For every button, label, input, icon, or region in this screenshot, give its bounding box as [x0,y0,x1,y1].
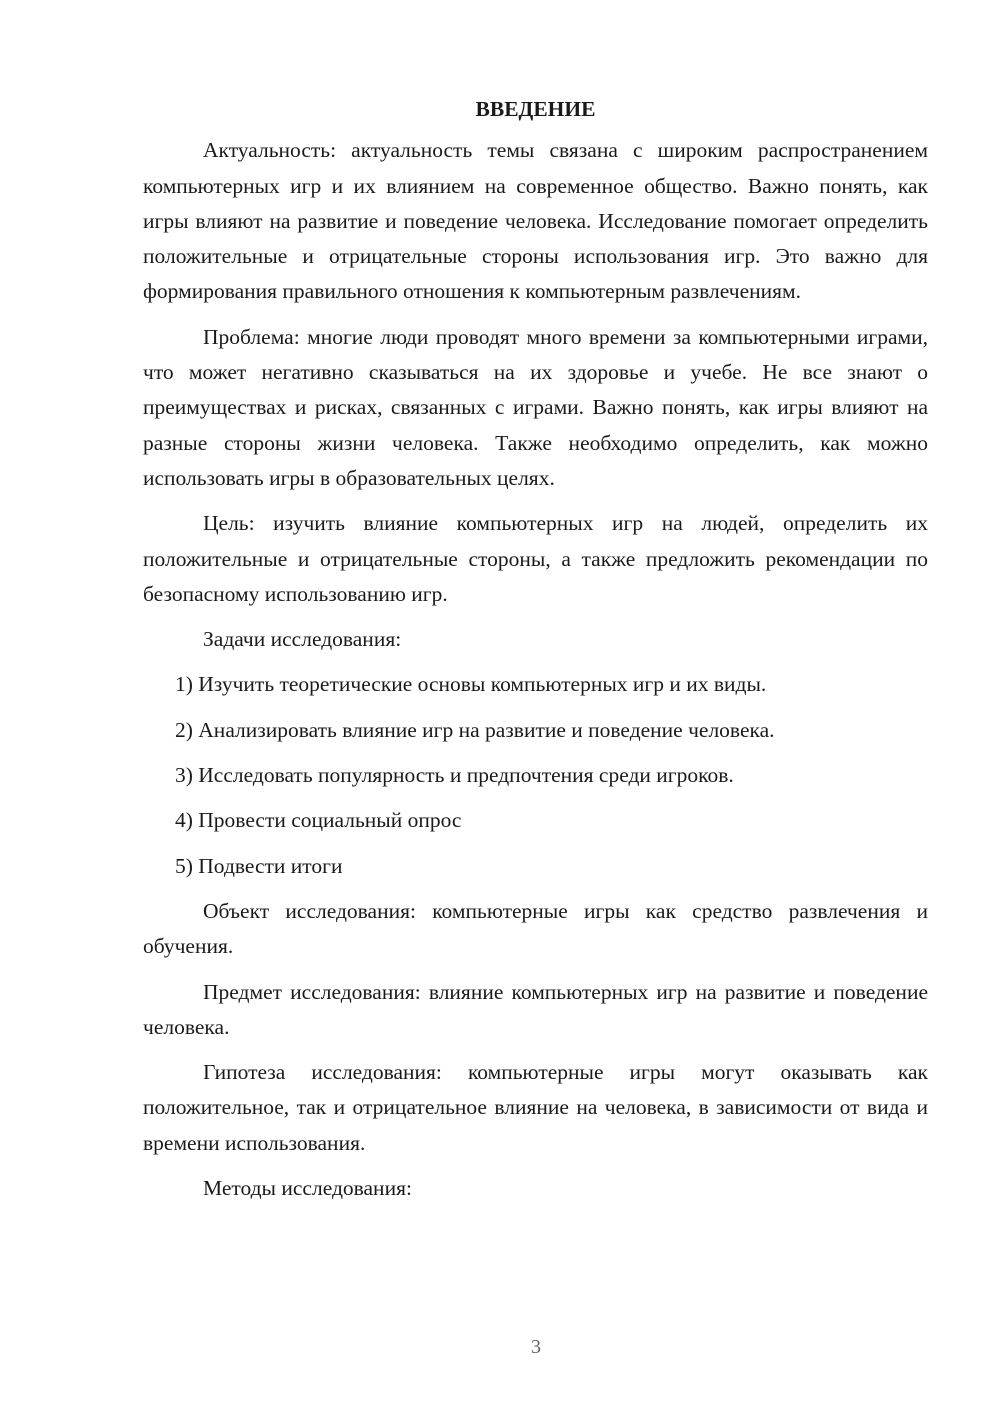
page-content [143,92,928,1216]
paragraph-object: Объект исследования: компьютерные игры как средство развлечения и обучения. [143,898,928,959]
paragraph-hypothesis: Гипотеза исследования: компьютерные игры могут оказывать как положительное, так и отрицательное влияние на человека, в зависимости от вида и времени использования. [143,1060,928,1155]
task-item-3: 3) Исследовать популярность и предпочтения среди игроков. [175,763,734,788]
paragraph-subject: Предмет исследования: влияние компьютерных игр на развитие и поведение человека. [143,979,928,1039]
page-number: 3 [531,1336,541,1358]
paragraph-goal: Цель: изучить влияние компьютерных игр на людей, определить их положительные и отрицательные стороны, а также предложить рекомендации по безопасному использованию игр. [143,511,928,606]
section-title: ВВЕДЕНИЕ [475,97,596,121]
task-item-1: 1) Изучить теоретические основы компьютерных игр и их виды. [175,672,767,697]
task-item-4: 4) Провести социальный опрос [175,808,462,833]
task-item-5: 5) Подвести итоги [175,853,343,878]
paragraph-methods: Методы исследования: [203,1176,412,1201]
paragraph-tasks-heading: Задачи исследования: [203,627,402,652]
paragraph-relevance: Актуальность: актуальность темы связана с широким распространением компьютерных игр и их влиянием на современное общество. Важно понять, как игры влияют на развитие и поведение человека. Исследование помогает определить положительные и отрицательные стороны использования игр. Это важно для формирования правильного отношения к компьютерным развлечениям. [143,138,928,304]
task-item-2: 2) Анализировать влияние игр на развитие и поведение человека. [175,717,775,742]
paragraph-problem: Проблема: многие люди проводят много времени за компьютерными играми, что может негативно сказываться на их здоровье и учебе. Не все знают о преимуществах и рисках, связанных с играми. Важно понять, как игры влияют на разные стороны жизни человека. Также необходимо определить, как можно использовать игры в образовательных целях. [143,324,928,490]
